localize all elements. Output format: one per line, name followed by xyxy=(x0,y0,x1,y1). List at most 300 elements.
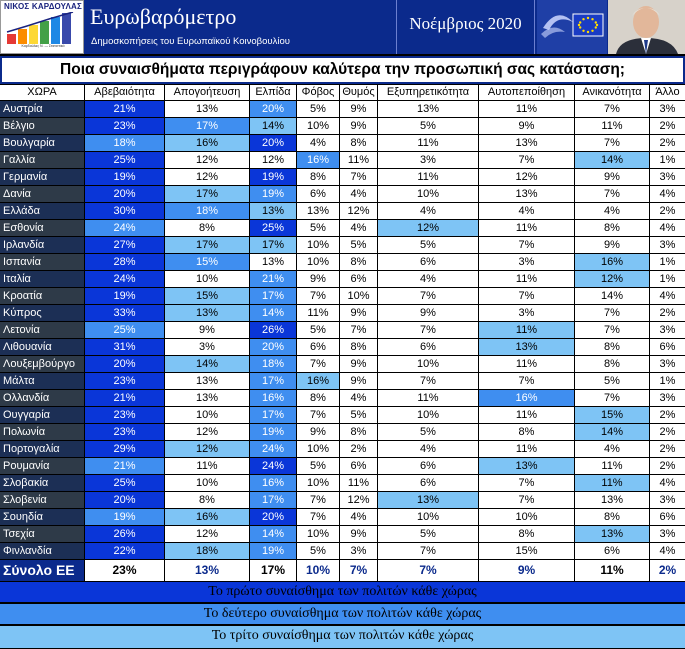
column-header-helplessness: Ανικανότητα xyxy=(575,85,649,100)
country-cell: Κροατία xyxy=(0,288,84,304)
value-cell-anger: 9% xyxy=(340,526,377,542)
brand-title: Ευρωβαρόμετρο xyxy=(90,4,237,29)
value-cell-fear: 8% xyxy=(297,390,339,406)
value-cell-helplessness: 7% xyxy=(575,390,649,406)
value-cell-disappointment: 3% xyxy=(165,339,249,355)
value-cell-confidence: 11% xyxy=(479,101,574,117)
value-cell-helpfulness: 6% xyxy=(378,339,478,355)
value-cell-anger: 12% xyxy=(340,203,377,219)
value-cell-helplessness: 14% xyxy=(575,288,649,304)
value-cell-other: 1% xyxy=(650,254,685,270)
value-cell-anger: 3% xyxy=(340,543,377,559)
value-cell-hope: 13% xyxy=(250,254,296,270)
value-cell-disappointment: 14% xyxy=(165,356,249,372)
value-cell-disappointment: 12% xyxy=(165,152,249,168)
value-cell-helpfulness: 3% xyxy=(378,152,478,168)
value-cell-helpfulness: 10% xyxy=(378,356,478,372)
value-cell-other: 4% xyxy=(650,543,685,559)
total-cell-helpfulness: 7% xyxy=(378,560,478,581)
value-cell-other: 3% xyxy=(650,237,685,253)
value-cell-hope: 25% xyxy=(250,220,296,236)
value-cell-helpfulness: 4% xyxy=(378,441,478,457)
value-cell-confidence: 7% xyxy=(479,373,574,389)
country-cell: Πορτογαλία xyxy=(0,441,84,457)
value-cell-uncertainty: 24% xyxy=(85,271,164,287)
country-cell: Εσθονία xyxy=(0,220,84,236)
european-parliament-flag-icon xyxy=(537,0,607,54)
value-cell-helplessness: 15% xyxy=(575,407,649,423)
value-cell-helplessness: 8% xyxy=(575,220,649,236)
value-cell-fear: 7% xyxy=(297,356,339,372)
value-cell-other: 1% xyxy=(650,152,685,168)
country-cell: Ολλανδία xyxy=(0,390,84,406)
value-cell-other: 4% xyxy=(650,186,685,202)
total-cell-fear: 10% xyxy=(297,560,339,581)
value-cell-helpfulness: 6% xyxy=(378,475,478,491)
value-cell-disappointment: 17% xyxy=(165,237,249,253)
value-cell-uncertainty: 27% xyxy=(85,237,164,253)
value-cell-helpfulness: 10% xyxy=(378,186,478,202)
value-cell-helplessness: 13% xyxy=(575,492,649,508)
value-cell-helpfulness: 13% xyxy=(378,492,478,508)
value-cell-other: 2% xyxy=(650,118,685,134)
value-cell-fear: 7% xyxy=(297,288,339,304)
value-cell-disappointment: 8% xyxy=(165,220,249,236)
column-header-uncertainty: Αβεβαιότητα xyxy=(85,85,164,100)
value-cell-helpfulness: 10% xyxy=(378,407,478,423)
total-cell-disappointment: 13% xyxy=(165,560,249,581)
value-cell-other: 2% xyxy=(650,135,685,151)
date-label: Νοέμβριος 2020 xyxy=(409,14,522,33)
value-cell-anger: 9% xyxy=(340,373,377,389)
value-cell-confidence: 3% xyxy=(479,305,574,321)
value-cell-confidence: 11% xyxy=(479,322,574,338)
value-cell-helpfulness: 11% xyxy=(378,169,478,185)
value-cell-hope: 14% xyxy=(250,118,296,134)
value-cell-helplessness: 5% xyxy=(575,373,649,389)
value-cell-confidence: 7% xyxy=(479,288,574,304)
value-cell-confidence: 7% xyxy=(479,237,574,253)
value-cell-hope: 16% xyxy=(250,390,296,406)
value-cell-disappointment: 18% xyxy=(165,203,249,219)
value-cell-anger: 4% xyxy=(340,509,377,525)
value-cell-helplessness: 14% xyxy=(575,424,649,440)
value-cell-helpfulness: 11% xyxy=(378,390,478,406)
country-cell: Σουηδία xyxy=(0,509,84,525)
country-cell: Ελλάδα xyxy=(0,203,84,219)
value-cell-anger: 4% xyxy=(340,390,377,406)
value-cell-other: 1% xyxy=(650,373,685,389)
value-cell-helplessness: 16% xyxy=(575,254,649,270)
value-cell-other: 3% xyxy=(650,492,685,508)
value-cell-anger: 8% xyxy=(340,254,377,270)
survey-question: Ποια συναισθήματα περιγράφουν καλύτερα την προσωπική σας κατάσταση; xyxy=(0,56,685,84)
value-cell-hope: 17% xyxy=(250,492,296,508)
value-cell-helpfulness: 7% xyxy=(378,543,478,559)
value-cell-helplessness: 4% xyxy=(575,203,649,219)
value-cell-helplessness: 12% xyxy=(575,271,649,287)
value-cell-hope: 19% xyxy=(250,424,296,440)
value-cell-helpfulness: 13% xyxy=(378,101,478,117)
value-cell-other: 6% xyxy=(650,509,685,525)
value-cell-other: 3% xyxy=(650,356,685,372)
country-cell: Ιρλανδία xyxy=(0,237,84,253)
value-cell-helplessness: 9% xyxy=(575,237,649,253)
total-cell-uncertainty: 23% xyxy=(85,560,164,581)
value-cell-uncertainty: 30% xyxy=(85,203,164,219)
value-cell-disappointment: 12% xyxy=(165,441,249,457)
country-cell: Ιταλία xyxy=(0,271,84,287)
value-cell-fear: 10% xyxy=(297,526,339,542)
value-cell-disappointment: 10% xyxy=(165,271,249,287)
value-cell-confidence: 12% xyxy=(479,169,574,185)
value-cell-hope: 14% xyxy=(250,305,296,321)
value-cell-fear: 9% xyxy=(297,424,339,440)
value-cell-helplessness: 8% xyxy=(575,339,649,355)
value-cell-fear: 8% xyxy=(297,169,339,185)
value-cell-fear: 10% xyxy=(297,441,339,457)
value-cell-hope: 18% xyxy=(250,356,296,372)
value-cell-anger: 11% xyxy=(340,152,377,168)
country-cell: Σλοβενία xyxy=(0,492,84,508)
value-cell-other: 3% xyxy=(650,322,685,338)
value-cell-confidence: 4% xyxy=(479,203,574,219)
value-cell-helplessness: 4% xyxy=(575,441,649,457)
portrait-photo xyxy=(608,0,685,54)
value-cell-hope: 24% xyxy=(250,441,296,457)
value-cell-other: 3% xyxy=(650,101,685,117)
logo-subtitle: Καρδούλας Ν. — Στατιστικά xyxy=(21,44,65,48)
value-cell-other: 6% xyxy=(650,339,685,355)
value-cell-disappointment: 13% xyxy=(165,101,249,117)
value-cell-uncertainty: 25% xyxy=(85,322,164,338)
country-cell: Γαλλία xyxy=(0,152,84,168)
value-cell-confidence: 8% xyxy=(479,424,574,440)
value-cell-hope: 14% xyxy=(250,526,296,542)
value-cell-disappointment: 17% xyxy=(165,118,249,134)
value-cell-disappointment: 12% xyxy=(165,169,249,185)
value-cell-disappointment: 9% xyxy=(165,322,249,338)
value-cell-fear: 5% xyxy=(297,101,339,117)
value-cell-confidence: 13% xyxy=(479,458,574,474)
date-box xyxy=(396,0,535,54)
value-cell-anger: 11% xyxy=(340,475,377,491)
value-cell-fear: 5% xyxy=(297,322,339,338)
value-cell-disappointment: 15% xyxy=(165,254,249,270)
value-cell-other: 4% xyxy=(650,475,685,491)
value-cell-helplessness: 9% xyxy=(575,169,649,185)
value-cell-confidence: 11% xyxy=(479,220,574,236)
value-cell-fear: 7% xyxy=(297,492,339,508)
value-cell-helpfulness: 5% xyxy=(378,424,478,440)
value-cell-disappointment: 13% xyxy=(165,390,249,406)
value-cell-confidence: 11% xyxy=(479,356,574,372)
value-cell-fear: 6% xyxy=(297,339,339,355)
value-cell-anger: 9% xyxy=(340,305,377,321)
value-cell-disappointment: 8% xyxy=(165,492,249,508)
value-cell-fear: 10% xyxy=(297,237,339,253)
value-cell-helpfulness: 7% xyxy=(378,288,478,304)
value-cell-other: 2% xyxy=(650,441,685,457)
value-cell-other: 4% xyxy=(650,220,685,236)
value-cell-uncertainty: 19% xyxy=(85,288,164,304)
value-cell-fear: 16% xyxy=(297,373,339,389)
total-cell-other: 2% xyxy=(650,560,685,581)
value-cell-hope: 17% xyxy=(250,288,296,304)
value-cell-uncertainty: 20% xyxy=(85,186,164,202)
country-cell: Ισπανία xyxy=(0,254,84,270)
value-cell-helpfulness: 6% xyxy=(378,458,478,474)
bar-chart-logo-icon xyxy=(5,12,81,44)
value-cell-confidence: 11% xyxy=(479,441,574,457)
value-cell-disappointment: 12% xyxy=(165,424,249,440)
value-cell-fear: 10% xyxy=(297,118,339,134)
value-cell-anger: 12% xyxy=(340,492,377,508)
value-cell-uncertainty: 18% xyxy=(85,135,164,151)
value-cell-disappointment: 16% xyxy=(165,509,249,525)
value-cell-helplessness: 8% xyxy=(575,509,649,525)
value-cell-disappointment: 10% xyxy=(165,475,249,491)
value-cell-anger: 6% xyxy=(340,271,377,287)
country-cell: Πολωνία xyxy=(0,424,84,440)
country-cell: Βέλγιο xyxy=(0,118,84,134)
value-cell-fear: 6% xyxy=(297,186,339,202)
country-cell: Γερμανία xyxy=(0,169,84,185)
value-cell-confidence: 10% xyxy=(479,509,574,525)
logo-title: ΝΙΚΟΣ ΚΑΡΔΟΥΛΑΣ xyxy=(3,2,82,11)
total-label: Σύνολο ΕΕ xyxy=(0,560,84,581)
column-header-confidence: Αυτοπεποίθηση xyxy=(479,85,574,100)
value-cell-confidence: 15% xyxy=(479,543,574,559)
value-cell-fear: 10% xyxy=(297,475,339,491)
legend-first-emotion: Το πρώτο συναίσθημα των πολιτών κάθε χώρας xyxy=(0,582,685,602)
value-cell-uncertainty: 33% xyxy=(85,305,164,321)
value-cell-helplessness: 11% xyxy=(575,118,649,134)
legend-second-emotion: Το δεύτερο συναίσθημα των πολιτών κάθε χώρας xyxy=(0,604,685,624)
value-cell-hope: 17% xyxy=(250,237,296,253)
total-cell-confidence: 9% xyxy=(479,560,574,581)
value-cell-uncertainty: 23% xyxy=(85,424,164,440)
value-cell-helpfulness: 11% xyxy=(378,135,478,151)
value-cell-helpfulness: 7% xyxy=(378,373,478,389)
value-cell-confidence: 13% xyxy=(479,135,574,151)
country-cell: Λιθουανία xyxy=(0,339,84,355)
column-header-helpfulness: Εξυπηρετικότητα xyxy=(378,85,478,100)
value-cell-confidence: 16% xyxy=(479,390,574,406)
value-cell-other: 2% xyxy=(650,305,685,321)
value-cell-uncertainty: 19% xyxy=(85,169,164,185)
value-cell-helpfulness: 4% xyxy=(378,271,478,287)
country-cell: Φινλανδία xyxy=(0,543,84,559)
value-cell-helplessness: 7% xyxy=(575,305,649,321)
value-cell-anger: 6% xyxy=(340,458,377,474)
value-cell-helplessness: 7% xyxy=(575,101,649,117)
value-cell-uncertainty: 23% xyxy=(85,407,164,423)
total-cell-helplessness: 11% xyxy=(575,560,649,581)
value-cell-anger: 9% xyxy=(340,356,377,372)
value-cell-confidence: 3% xyxy=(479,254,574,270)
country-cell: Λετονία xyxy=(0,322,84,338)
value-cell-other: 3% xyxy=(650,526,685,542)
value-cell-fear: 7% xyxy=(297,509,339,525)
header-banner xyxy=(0,0,685,54)
logo xyxy=(0,0,84,54)
value-cell-hope: 21% xyxy=(250,271,296,287)
value-cell-uncertainty: 29% xyxy=(85,441,164,457)
value-cell-fear: 7% xyxy=(297,407,339,423)
value-cell-other: 4% xyxy=(650,288,685,304)
value-cell-confidence: 7% xyxy=(479,152,574,168)
value-cell-uncertainty: 21% xyxy=(85,390,164,406)
country-cell: Τσεχία xyxy=(0,526,84,542)
value-cell-disappointment: 10% xyxy=(165,407,249,423)
value-cell-other: 3% xyxy=(650,169,685,185)
value-cell-hope: 16% xyxy=(250,475,296,491)
value-cell-fear: 4% xyxy=(297,135,339,151)
value-cell-anger: 4% xyxy=(340,186,377,202)
value-cell-other: 2% xyxy=(650,424,685,440)
country-cell: Δανία xyxy=(0,186,84,202)
value-cell-helplessness: 6% xyxy=(575,543,649,559)
brand-subtitle: Δημοσκοπήσεις του Ευρωπαϊκού Κοινοβουλίου xyxy=(91,36,290,47)
value-cell-hope: 13% xyxy=(250,203,296,219)
value-cell-uncertainty: 25% xyxy=(85,152,164,168)
value-cell-helpfulness: 5% xyxy=(378,118,478,134)
value-cell-hope: 20% xyxy=(250,101,296,117)
value-cell-hope: 20% xyxy=(250,339,296,355)
value-cell-other: 1% xyxy=(650,271,685,287)
country-cell: Σλοβακία xyxy=(0,475,84,491)
value-cell-hope: 20% xyxy=(250,135,296,151)
value-cell-helpfulness: 5% xyxy=(378,526,478,542)
value-cell-anger: 8% xyxy=(340,135,377,151)
country-cell: Αυστρία xyxy=(0,101,84,117)
value-cell-helplessness: 7% xyxy=(575,186,649,202)
value-cell-disappointment: 18% xyxy=(165,543,249,559)
value-cell-helpfulness: 12% xyxy=(378,220,478,236)
value-cell-fear: 10% xyxy=(297,254,339,270)
value-cell-helplessness: 8% xyxy=(575,356,649,372)
value-cell-anger: 5% xyxy=(340,407,377,423)
country-cell: Μάλτα xyxy=(0,373,84,389)
value-cell-disappointment: 13% xyxy=(165,373,249,389)
column-header-country: ΧΩΡΑ xyxy=(0,85,84,100)
value-cell-helpfulness: 7% xyxy=(378,322,478,338)
column-header-disappointment: Απογοήτευση xyxy=(165,85,249,100)
value-cell-hope: 20% xyxy=(250,509,296,525)
value-cell-helpfulness: 6% xyxy=(378,254,478,270)
value-cell-fear: 13% xyxy=(297,203,339,219)
value-cell-helplessness: 7% xyxy=(575,322,649,338)
value-cell-confidence: 7% xyxy=(479,492,574,508)
legend-third-emotion: Το τρίτο συναίσθημα των πολιτών κάθε χώρας xyxy=(0,626,685,648)
value-cell-anger: 9% xyxy=(340,101,377,117)
value-cell-fear: 5% xyxy=(297,458,339,474)
value-cell-confidence: 7% xyxy=(479,475,574,491)
value-cell-uncertainty: 20% xyxy=(85,492,164,508)
value-cell-anger: 7% xyxy=(340,322,377,338)
country-cell: Λουξεμβούργο xyxy=(0,356,84,372)
value-cell-confidence: 8% xyxy=(479,526,574,542)
value-cell-hope: 17% xyxy=(250,373,296,389)
total-cell-hope: 17% xyxy=(250,560,296,581)
value-cell-fear: 11% xyxy=(297,305,339,321)
value-cell-uncertainty: 21% xyxy=(85,458,164,474)
value-cell-anger: 8% xyxy=(340,339,377,355)
value-cell-fear: 5% xyxy=(297,543,339,559)
value-cell-other: 2% xyxy=(650,458,685,474)
column-header-fear: Φόβος xyxy=(297,85,339,100)
value-cell-disappointment: 16% xyxy=(165,135,249,151)
value-cell-anger: 5% xyxy=(340,237,377,253)
value-cell-hope: 19% xyxy=(250,169,296,185)
value-cell-helpfulness: 4% xyxy=(378,203,478,219)
value-cell-fear: 9% xyxy=(297,271,339,287)
column-header-other: Άλλο xyxy=(650,85,685,100)
value-cell-helplessness: 7% xyxy=(575,135,649,151)
value-cell-disappointment: 17% xyxy=(165,186,249,202)
value-cell-helplessness: 11% xyxy=(575,475,649,491)
value-cell-helpfulness: 5% xyxy=(378,237,478,253)
value-cell-anger: 7% xyxy=(340,169,377,185)
value-cell-helplessness: 11% xyxy=(575,458,649,474)
value-cell-hope: 17% xyxy=(250,407,296,423)
value-cell-uncertainty: 26% xyxy=(85,526,164,542)
value-cell-helplessness: 14% xyxy=(575,152,649,168)
value-cell-hope: 12% xyxy=(250,152,296,168)
value-cell-hope: 19% xyxy=(250,543,296,559)
country-cell: Κύπρος xyxy=(0,305,84,321)
country-cell: Ρουμανία xyxy=(0,458,84,474)
value-cell-anger: 10% xyxy=(340,288,377,304)
total-cell-anger: 7% xyxy=(340,560,377,581)
value-cell-other: 3% xyxy=(650,390,685,406)
value-cell-uncertainty: 21% xyxy=(85,101,164,117)
value-cell-hope: 19% xyxy=(250,186,296,202)
value-cell-disappointment: 15% xyxy=(165,288,249,304)
column-header-anger: Θυμός xyxy=(340,85,377,100)
value-cell-confidence: 11% xyxy=(479,407,574,423)
value-cell-disappointment: 11% xyxy=(165,458,249,474)
value-cell-confidence: 9% xyxy=(479,118,574,134)
value-cell-confidence: 13% xyxy=(479,186,574,202)
value-cell-other: 2% xyxy=(650,203,685,219)
value-cell-uncertainty: 28% xyxy=(85,254,164,270)
value-cell-uncertainty: 24% xyxy=(85,220,164,236)
value-cell-fear: 5% xyxy=(297,220,339,236)
value-cell-anger: 2% xyxy=(340,441,377,457)
value-cell-disappointment: 12% xyxy=(165,526,249,542)
value-cell-anger: 8% xyxy=(340,424,377,440)
value-cell-uncertainty: 19% xyxy=(85,509,164,525)
value-cell-helplessness: 13% xyxy=(575,526,649,542)
value-cell-anger: 9% xyxy=(340,118,377,134)
value-cell-disappointment: 13% xyxy=(165,305,249,321)
country-cell: Ουγγαρία xyxy=(0,407,84,423)
value-cell-uncertainty: 22% xyxy=(85,543,164,559)
country-cell: Βουλγαρία xyxy=(0,135,84,151)
value-cell-confidence: 13% xyxy=(479,339,574,355)
value-cell-uncertainty: 23% xyxy=(85,118,164,134)
value-cell-uncertainty: 23% xyxy=(85,373,164,389)
value-cell-confidence: 11% xyxy=(479,271,574,287)
value-cell-other: 2% xyxy=(650,407,685,423)
value-cell-anger: 4% xyxy=(340,220,377,236)
column-header-hope: Ελπίδα xyxy=(250,85,296,100)
value-cell-helpfulness: 9% xyxy=(378,305,478,321)
value-cell-uncertainty: 31% xyxy=(85,339,164,355)
value-cell-uncertainty: 20% xyxy=(85,356,164,372)
